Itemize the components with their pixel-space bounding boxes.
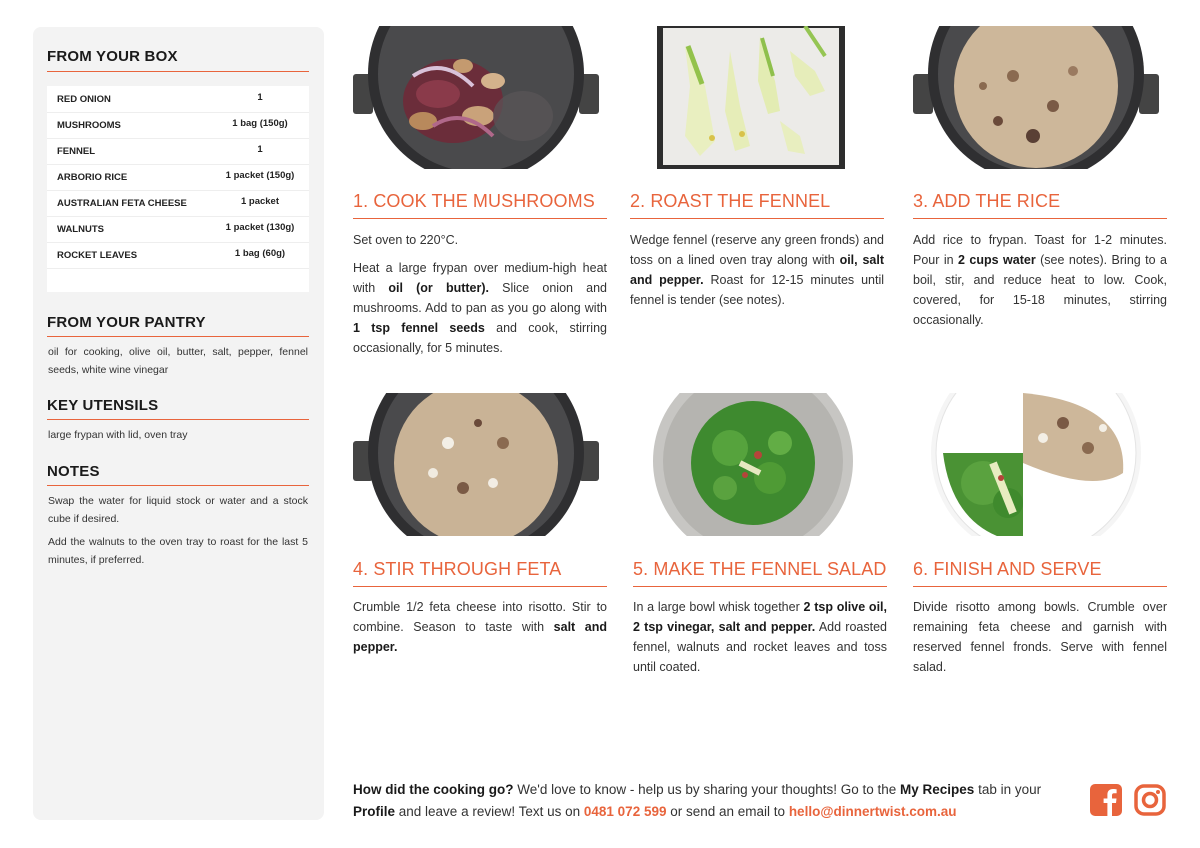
divider — [47, 336, 309, 337]
step-6-text — [913, 597, 1167, 677]
table-row — [47, 112, 309, 139]
divider — [633, 586, 887, 587]
table-row — [47, 242, 309, 269]
ingredient-qty: 1 — [257, 92, 263, 103]
body-text: Slice onion and mushrooms. Add to pan as you go along with — [353, 281, 607, 315]
emphasis-text: oil, salt and pepper. — [630, 253, 884, 287]
ingredient-qty: 1 packet (130g) — [225, 222, 295, 233]
body-text: In a large bowl whisk together — [633, 600, 804, 614]
note-item: Swap the water for liquid stock or water and a stock cube if desired. — [48, 495, 308, 525]
step-2-title: 2. ROAST THE FENNEL — [630, 191, 831, 211]
emphasis-text: oil (or butter). — [388, 281, 489, 295]
divider — [47, 419, 309, 420]
ingredient-name: AUSTRALIAN FETA CHEESE — [57, 198, 187, 209]
table-row — [47, 86, 309, 113]
step-5-text — [633, 597, 887, 677]
contact-link[interactable]: 0481 072 599 — [583, 804, 667, 819]
ingredient-name: RED ONION — [57, 94, 111, 105]
step-4-photo — [353, 393, 599, 536]
sidebar — [33, 27, 324, 820]
divider — [630, 218, 884, 219]
divider — [353, 218, 607, 219]
ingredient-name: ROCKET LEAVES — [57, 250, 138, 261]
step-1-line-1: Set oven to 220°C. — [353, 233, 459, 247]
emphasis-text: My Recipes — [900, 782, 975, 797]
pantry-text: oil for cooking, olive oil, butter, salt, pepper, fennel seeds, white wine vinegar — [48, 346, 308, 376]
ingredient-name: WALNUTS — [57, 224, 104, 235]
utensils-title: KEY UTENSILS — [47, 397, 159, 414]
body-text: and cook, stirring occasionally, for 5 minutes. — [353, 321, 607, 355]
step-2-text — [630, 230, 884, 310]
step-3-title: 3. ADD THE RICE — [913, 191, 1061, 211]
ingredient-qty: 1 — [257, 144, 263, 155]
emphasis-text: 2 tsp olive oil, 2 tsp vinegar, salt and pepper. — [633, 600, 887, 634]
facebook-icon[interactable] — [1090, 784, 1122, 816]
divider — [353, 586, 607, 587]
ingredient-qty: 1 bag (60g) — [234, 248, 286, 259]
ingredient-qty: 1 bag (150g) — [232, 118, 288, 129]
body-text: Crumble 1/2 feta cheese into risotto. Stir to combine. Season to taste with — [353, 600, 607, 634]
table-row — [47, 138, 309, 165]
divider — [47, 485, 309, 486]
body-text: Heat a large frypan over medium-high heat with — [353, 261, 607, 295]
step-3-photo — [913, 26, 1159, 169]
ingredient-qty: 1 packet — [240, 196, 280, 207]
emphasis-text: Profile — [353, 804, 396, 819]
notes-title: NOTES — [47, 463, 100, 480]
emphasis-text: How did the cooking go? — [353, 782, 514, 797]
table-row — [47, 164, 309, 191]
body-text: (see notes). Bring to a boil, stir, and reduce heat to low. Cook, covered, for 15-18 minutes, stirring occasionally. — [913, 253, 1167, 327]
step-1-line-2 — [353, 258, 607, 358]
table-row — [47, 216, 309, 243]
divider — [47, 71, 309, 72]
step-6-title: 6. FINISH AND SERVE — [913, 559, 1102, 579]
note-item: Add the walnuts to the oven tray to roast for the last 5 minutes, if preferred. — [48, 536, 308, 566]
ingredient-name: ARBORIO RICE — [57, 172, 128, 183]
body-text: Wedge fennel (reserve any green fronds) and toss on a lined oven tray along with — [630, 233, 884, 267]
body-text: Roast for 12-15 minutes until fennel is tender (see notes). — [630, 273, 885, 307]
step-5-photo — [630, 393, 876, 536]
body-text: tab in your — [974, 782, 1042, 797]
ingredient-name: FENNEL — [57, 146, 95, 157]
ingredient-name: MUSHROOMS — [57, 120, 121, 131]
step-4-text — [353, 597, 607, 657]
contact-link[interactable]: hello@dinnertwist.com.au — [788, 804, 957, 819]
body-text: or send an email to — [666, 804, 789, 819]
divider — [913, 586, 1167, 587]
step-1-photo — [353, 26, 599, 169]
table-row — [47, 190, 309, 217]
emphasis-text: salt and pepper. — [353, 620, 607, 654]
ingredient-qty: 1 packet (150g) — [225, 170, 295, 181]
step-1-title: 1. COOK THE MUSHROOMS — [353, 191, 595, 211]
divider — [913, 218, 1167, 219]
step-6-photo — [913, 393, 1159, 536]
body-text: Add rice to frypan. Toast for 1-2 minutes. Pour in — [913, 233, 1167, 267]
feedback-footer — [353, 779, 1073, 823]
body-text: Add roasted fennel, walnuts and rocket leaves and toss until coated. — [633, 620, 887, 674]
step-3-text — [913, 230, 1167, 330]
ingredients-table — [47, 86, 309, 292]
body-text: We'd love to know - help us by sharing your thoughts! Go to the — [513, 782, 901, 797]
utensils-text: large frypan with lid, oven tray — [48, 429, 188, 441]
step-2-photo — [630, 26, 876, 169]
step-4-title: 4. STIR THROUGH FETA — [353, 559, 562, 579]
pantry-title: FROM YOUR PANTRY — [47, 314, 206, 331]
instagram-icon[interactable] — [1134, 784, 1166, 816]
emphasis-text: 2 cups water — [958, 253, 1036, 267]
step-1-text — [353, 230, 607, 358]
body-text: Divide risotto among bowls. Crumble over remaining feta cheese and garnish with reserved fennel fronds. Serve with fennel salad. — [913, 600, 1167, 674]
emphasis-text: 1 tsp fennel seeds — [353, 321, 485, 335]
step-5-title: 5. MAKE THE FENNEL SALAD — [633, 559, 887, 579]
box-title: FROM YOUR BOX — [47, 48, 178, 65]
body-text: and leave a review! Text us on — [395, 804, 584, 819]
